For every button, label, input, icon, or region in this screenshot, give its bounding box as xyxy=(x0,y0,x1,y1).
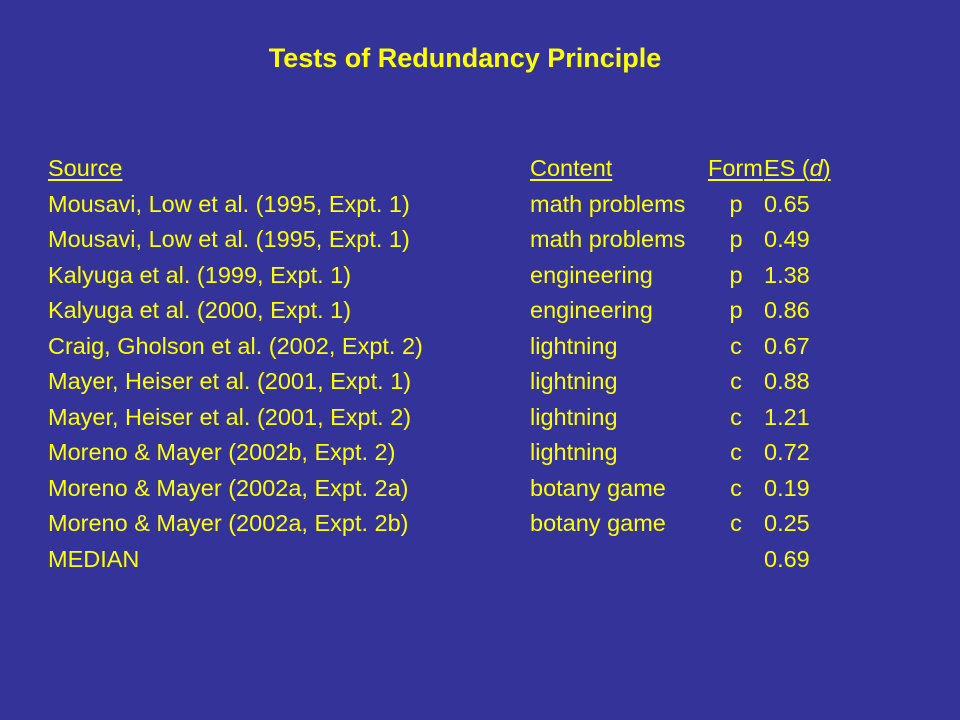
table-row xyxy=(48,187,854,223)
median-label: MEDIAN xyxy=(48,545,140,572)
cell-content: math problems xyxy=(530,190,686,217)
table-row xyxy=(48,329,854,365)
cell-effect-size: 0.72 xyxy=(764,439,810,465)
cell-form: p xyxy=(729,261,743,288)
cell-source: Moreno & Mayer (2002a, Expt. 2b) xyxy=(48,510,409,536)
cell-effect-size: 0.19 xyxy=(764,474,810,501)
header-effect-size: ES (d) xyxy=(764,155,831,181)
cell-form: c xyxy=(730,368,742,394)
cell-effect-size: 1.21 xyxy=(764,403,810,430)
cell-form: c xyxy=(730,403,742,430)
table-row xyxy=(48,506,854,542)
cell-effect-size: 1.38 xyxy=(764,261,810,288)
table-row xyxy=(48,364,854,400)
cell-content: lightning xyxy=(530,403,618,430)
cell-effect-size: 0.86 xyxy=(764,297,810,323)
cell-content: math problems xyxy=(530,226,686,252)
table-row xyxy=(48,400,854,436)
cell-source: Mayer, Heiser et al. (2001, Expt. 1) xyxy=(48,368,412,394)
cell-source: Moreno & Mayer (2002a, Expt. 2a) xyxy=(48,474,409,501)
table-row xyxy=(48,293,854,329)
cell-effect-size: 0.49 xyxy=(764,226,810,252)
cell-content: engineering xyxy=(530,297,653,323)
cell-content: lightning xyxy=(530,439,618,465)
cell-form: c xyxy=(730,474,742,501)
cell-form: c xyxy=(730,439,742,465)
slide-title: Tests of Redundancy Principle xyxy=(268,43,662,73)
table-row xyxy=(48,222,854,258)
cell-source: Kalyuga et al. (2000, Expt. 1) xyxy=(48,297,352,323)
cell-source: Mayer, Heiser et al. (2001, Expt. 2) xyxy=(48,403,412,430)
cell-effect-size: 0.88 xyxy=(764,368,810,394)
cell-effect-size: 0.25 xyxy=(764,510,810,536)
header-source: Source xyxy=(48,155,123,181)
median-row xyxy=(48,542,854,578)
cell-source: Mousavi, Low et al. (1995, Expt. 1) xyxy=(48,226,410,252)
redundancy-tests-table xyxy=(48,151,854,577)
cell-source: Moreno & Mayer (2002b, Expt. 2) xyxy=(48,439,396,465)
cell-form: p xyxy=(729,297,743,323)
header-content: Content xyxy=(530,155,613,181)
cell-form: c xyxy=(730,332,742,359)
cell-effect-size: 0.65 xyxy=(764,190,810,217)
cell-content: engineering xyxy=(530,261,653,288)
table-header-row xyxy=(48,151,854,187)
table-row xyxy=(48,258,854,294)
cell-content: botany game xyxy=(530,510,666,536)
median-effect-size: 0.69 xyxy=(764,545,810,572)
cell-content: botany game xyxy=(530,474,666,501)
cell-content: lightning xyxy=(530,368,618,394)
cell-form: p xyxy=(729,190,743,217)
table-row xyxy=(48,471,854,507)
cell-source: Mousavi, Low et al. (1995, Expt. 1) xyxy=(48,190,410,217)
cell-source: Kalyuga et al. (1999, Expt. 1) xyxy=(48,261,352,288)
table-row xyxy=(48,435,854,471)
cell-form: p xyxy=(729,226,743,252)
header-form: Form xyxy=(708,155,763,181)
median-content-empty xyxy=(530,542,708,578)
table-body xyxy=(48,187,854,578)
cell-form: c xyxy=(730,510,742,536)
cell-effect-size: 0.67 xyxy=(764,332,810,359)
median-form-empty xyxy=(708,542,764,578)
cell-source: Craig, Gholson et al. (2002, Expt. 2) xyxy=(48,332,423,359)
cell-content: lightning xyxy=(530,332,618,359)
